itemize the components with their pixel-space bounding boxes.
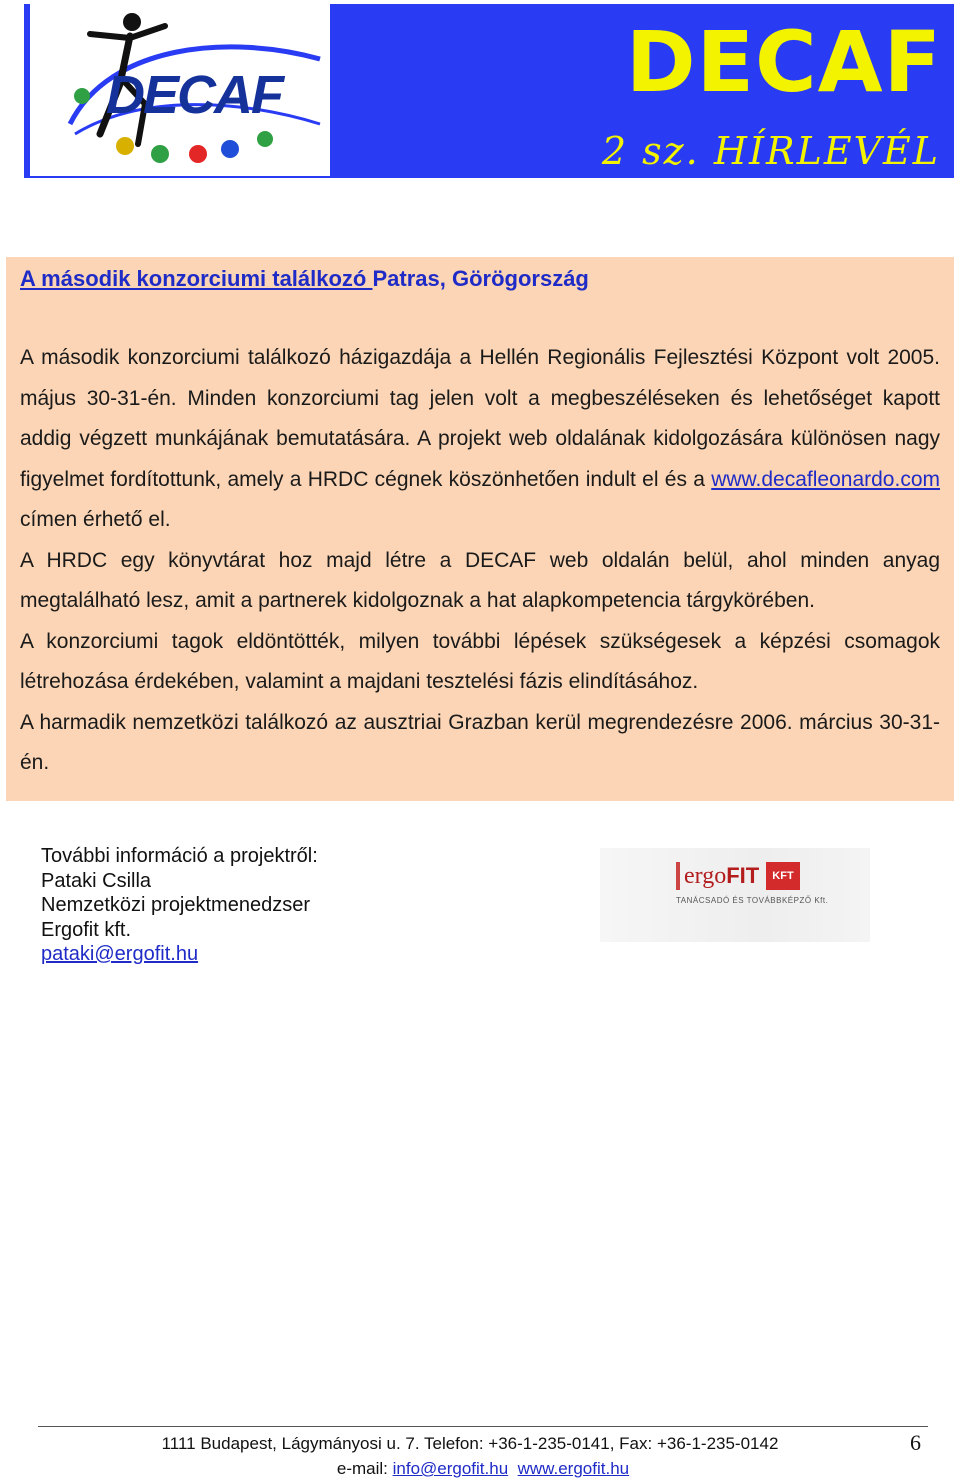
logo-wordmark: DECAF	[106, 65, 282, 125]
contact-email-link[interactable]: pataki@ergofit.hu	[41, 943, 199, 965]
ergofit-logo	[600, 848, 870, 942]
page-number: 6	[910, 1430, 921, 1455]
paragraph-1	[20, 338, 940, 541]
headline-link[interactable]: A második konzorciumi találkozó	[20, 266, 373, 291]
ergofit-kft-badge: KFT	[766, 862, 800, 890]
footer-address: 1111 Budapest, Lágymányosi u. 7. Telefon: +36-1-235-0141, Fax: +36-1-235-0142	[161, 1434, 779, 1453]
contact-person: Pataki Csilla	[41, 869, 152, 892]
ergofit-name-light: ergo	[684, 863, 727, 889]
ergofit-logo-name	[684, 862, 759, 890]
paragraph-1-tail: címen érhető el.	[20, 508, 171, 531]
paragraph-3: A konzorciumi tagok eldöntötték, milyen további lépések szükségesek a képzési csomagok létrehozása érdekében, valamint a majdani tesztelési fázis elindításához.	[20, 629, 940, 693]
ergofit-logo-mark	[676, 862, 680, 890]
article-body	[20, 338, 940, 784]
footer-website-link[interactable]: www.ergofit.hu	[517, 1459, 630, 1478]
contact-intro: További információ a projektről:	[41, 845, 318, 867]
paragraph-1-text: A második konzorciumi találkozó házigazdája a Hellén Regionális Fejlesztési Központ volt 2005. május 30-31-én. Minden konzorciumi tag jelen volt a megbeszéléseken és lehetőséget kapott addig végzett munkájának bemutatására. A projekt web oldalának kidolgozására különösen nagy figyelmet fordítottunk, amely a HRDC cégnek köszönhetően indult el és a	[20, 346, 940, 491]
article-headline	[20, 266, 589, 292]
ergofit-name-bold: FIT	[726, 863, 760, 888]
footer-email-label: e-mail:	[336, 1459, 393, 1478]
project-website-link[interactable]: www.decafleonardo.com	[711, 467, 940, 491]
newsletter-title: DECAF	[625, 13, 942, 111]
footer-email-link[interactable]: info@ergofit.hu	[392, 1459, 509, 1478]
footer-divider	[38, 1426, 928, 1427]
contact-role: Nemzetközi projektmenedzser	[41, 894, 310, 916]
contact-company: Ergofit kft.	[41, 918, 132, 941]
header-banner	[24, 4, 954, 178]
contact-block	[41, 844, 318, 967]
decaf-logo	[30, 4, 330, 176]
footer-links	[0, 1459, 960, 1479]
paragraph-4: A harmadik nemzetközi találkozó az ausztriai Grazban kerül megrendezésre 2006. március 30-31-én.	[20, 710, 940, 774]
article-panel	[6, 257, 954, 801]
ergofit-tagline: TANÁCSADÓ ÉS TOVÁBBKÉPZŐ Kft.	[676, 896, 829, 905]
newsletter-subtitle: 2 sz. HÍRLEVÉL	[601, 129, 940, 173]
paragraph-2: A HRDC egy könyvtárat hoz majd létre a DECAF web oldalán belül, ahol minden anyag megtalálható lesz, amit a partnerek kidolgoznak a hat alapkompetencia tárgykörében.	[20, 548, 940, 612]
headline-location: Patras, Görögország	[372, 266, 589, 291]
